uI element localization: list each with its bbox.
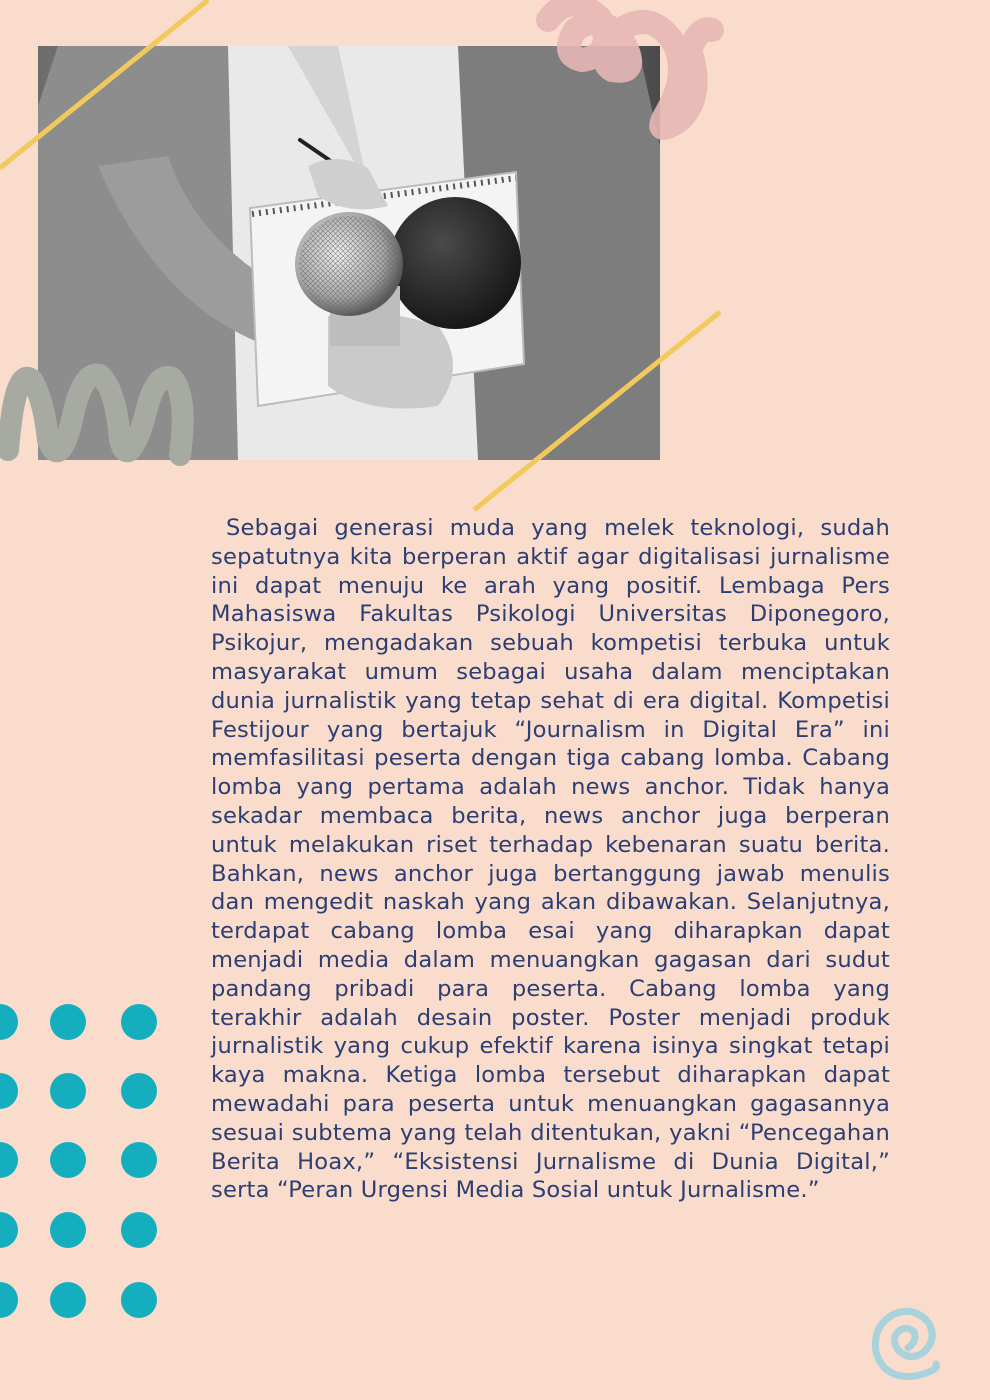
teal-dots-icon: [0, 1004, 157, 1318]
blue-spiral-icon: [875, 1311, 936, 1376]
article-text: [211, 514, 890, 1205]
journalist-photo: [38, 46, 660, 460]
article-body: Sebagai generasi muda yang melek teknologi, sudah sepatutnya kita berperan aktif agar digitalisasi jurnalisme ini dapat menuju ke arah yang positif. Lembaga Pers Mahasiswa Fakultas Psikologi Universitas Diponegoro, Psikojur, mengadakan sebuah kompetisi terbuka untuk masyarakat umum sebagai usaha dalam menciptakan dunia jurnalistik yang tetap sehat di era digital. Kompetisi Festijour yang bertajuk “Journalism in Digital Era” ini memfasilitasi peserta dengan tiga cabang lomba. Cabang lomba yang pertama adalah news anchor. Tidak hanya sekadar membaca berita, news anchor juga berperan untuk melakukan riset terhadap kebenaran suatu berita. Bahkan, news anchor juga bertanggung jawab menulis dan mengedit naskah yang akan dibawakan. Selanjutnya, terdapat cabang lomba esai yang diharapkan dapat menjadi media dalam menuangkan gagasan dari sudut pandang pribadi para peserta. Cabang lomba yang terakhir adalah desain poster. Poster menjadi produk jurnalistik yang cukup efektif karena isinya singkat tetapi kaya makna. Ketiga lomba tersebut diharapkan dapat mewadahi para peserta untuk menuangkan gagasannya sesuai subtema yang telah ditentukan, yakni “Pencegahan Berita Hoax,” “Eksistensi Jurnalisme di Dunia Digital,” serta “Peran Urgensi Media Sosial untuk Jurnalisme.”: [211, 515, 890, 1204]
journalist-photo-icon: [38, 46, 660, 460]
